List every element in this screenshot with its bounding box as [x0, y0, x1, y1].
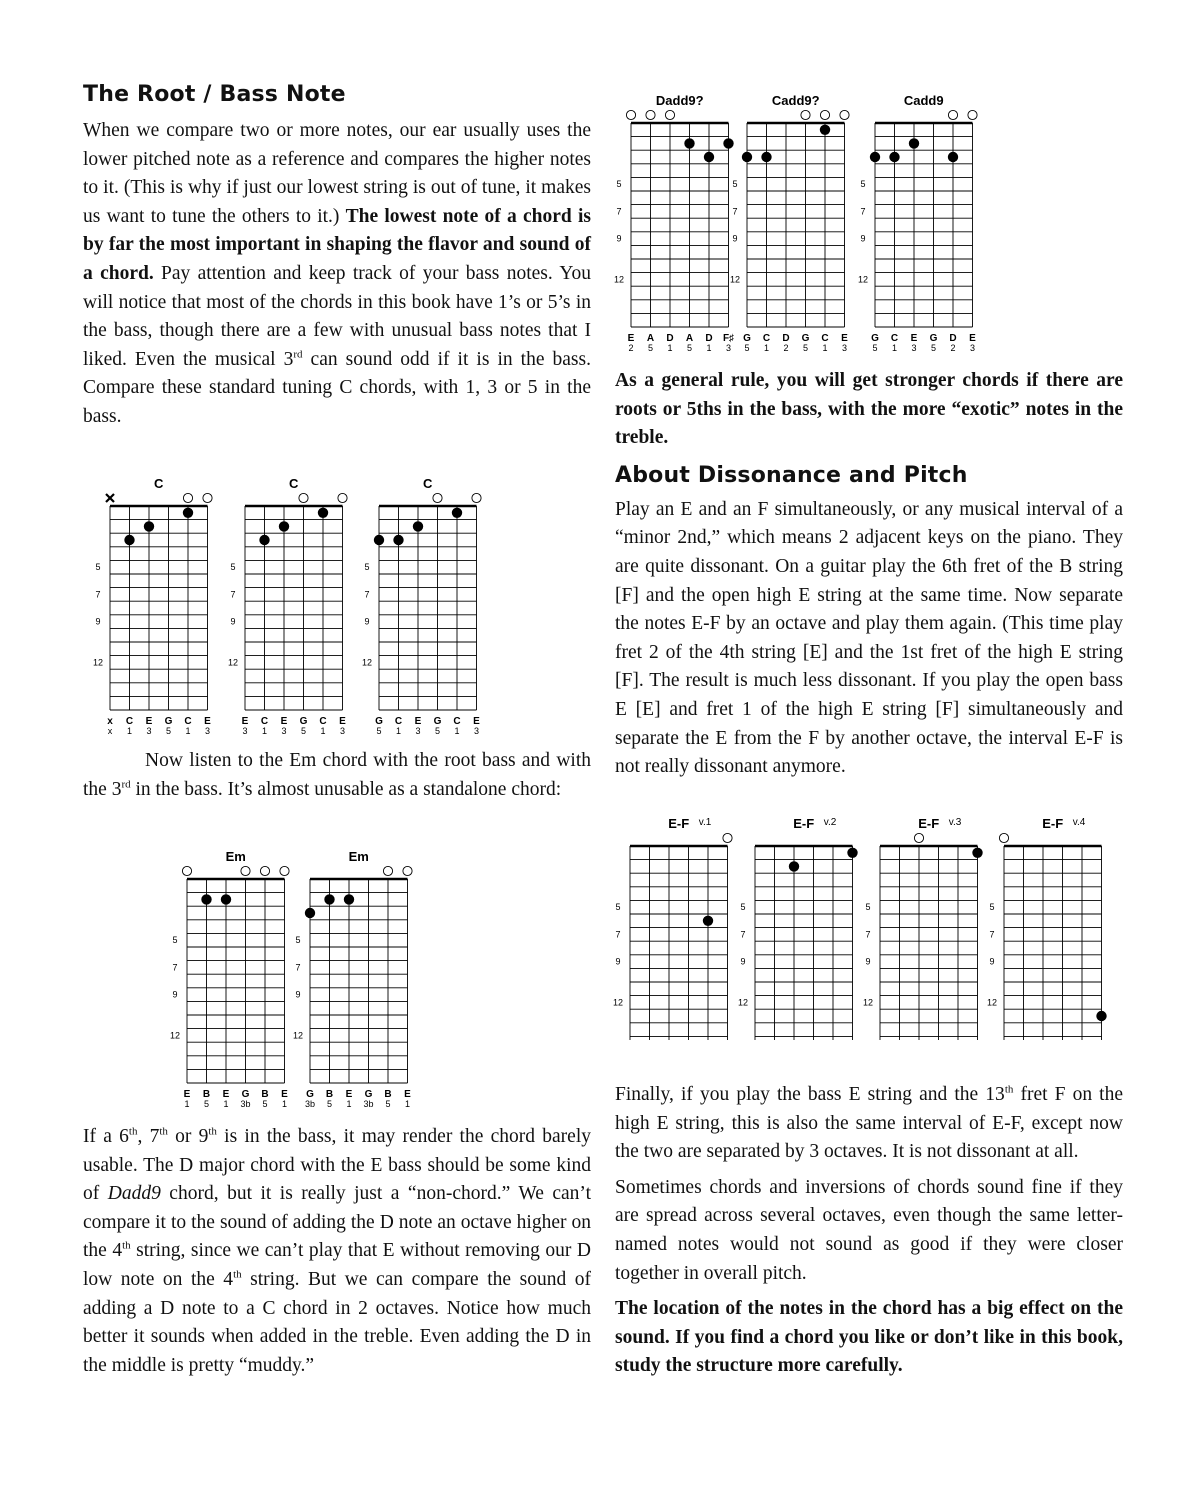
string-note-label: F♯ — [722, 333, 735, 344]
string-interval-label: 3b — [304, 1099, 316, 1108]
heading-dissonance-pitch: About Dissonance and Pitch — [615, 462, 968, 488]
string-note-label: C — [319, 716, 327, 727]
fret-number-label: 5 — [865, 902, 871, 913]
chord-name: Cadd9? — [771, 93, 820, 108]
finger-dot — [1096, 1011, 1106, 1021]
paragraph-em-chord — [83, 747, 591, 804]
fret-number-label: 7 — [860, 206, 866, 217]
string-interval-label: x — [107, 726, 113, 735]
finger-dot — [704, 152, 714, 162]
chord-diagram-c-3 — [359, 470, 499, 735]
string-note-label: G — [241, 1089, 250, 1100]
string-note-label: E — [204, 716, 211, 727]
finger-dot — [305, 908, 315, 918]
chord-diagram-ef-v3 — [860, 810, 1000, 1040]
fret-number-label: 5 — [364, 562, 370, 573]
string-note-label: G — [433, 716, 442, 727]
text-run: fret F on the high E string, this is also the same interval of E-F, except now the two are separated by 3 octaves. It is not dissonant at all. — [615, 1084, 1124, 1163]
fret-number-label: 12 — [361, 657, 373, 668]
fret-number-label: 9 — [740, 956, 746, 967]
fret-number-label: 9 — [364, 616, 370, 627]
text-run: rd — [121, 778, 131, 791]
text-run: can sound odd if it is in the bass. Compare these standard tuning C chords, with 1, 3 or 5 in the bass. — [83, 348, 591, 427]
text-run: th — [233, 1268, 242, 1281]
open-string-marker — [433, 493, 442, 502]
chord-diagram-cadd9-question — [727, 87, 867, 352]
string-interval-label: 5 — [686, 343, 693, 352]
string-interval-label: 1 — [891, 343, 898, 352]
open-string-marker — [820, 110, 829, 119]
open-string-marker — [280, 866, 289, 875]
open-string-marker — [914, 833, 923, 842]
string-note-label: B — [384, 1089, 392, 1100]
string-interval-label: 5 — [744, 343, 750, 352]
finger-dot — [144, 521, 154, 531]
string-interval-label: 5 — [203, 1099, 210, 1108]
finger-dot — [820, 125, 830, 135]
text-run: , 7 — [137, 1126, 160, 1147]
location-notes-bold: The location of the notes in the chord has a big effect on the sound. If you find a chord you like or don’t like in this book, study the structure more carefully. — [615, 1298, 1123, 1377]
fret-number-label: 12 — [862, 997, 874, 1008]
string-interval-label: 1 — [454, 726, 460, 735]
string-note-label: G — [364, 1089, 373, 1100]
string-note-label: G — [164, 716, 173, 727]
string-note-label: C — [890, 333, 899, 344]
string-note-label: C — [762, 333, 771, 344]
chord-variant: v.3 — [948, 817, 962, 828]
fret-number-label: 9 — [732, 233, 738, 244]
chord-name: Em — [348, 849, 369, 864]
finger-dot — [742, 152, 752, 162]
string-note-label: C — [260, 716, 269, 727]
text-run: Dadd9 — [107, 1183, 161, 1205]
string-note-label: C — [125, 716, 134, 727]
string-interval-label: 1 — [706, 343, 712, 352]
string-interval-label: 2 — [950, 343, 956, 352]
string-interval-label: 5 — [326, 1099, 333, 1108]
chord-diagram-ef-v4 — [984, 810, 1124, 1040]
general-rule-text — [615, 367, 1123, 453]
bass-interval-block — [83, 1123, 591, 1380]
open-string-marker — [472, 493, 481, 502]
fret-number-label: 5 — [616, 179, 622, 190]
string-note-label: D — [949, 333, 957, 344]
fret-number-label: 12 — [169, 1030, 181, 1041]
string-note-label: C — [821, 333, 829, 344]
chord-name: C — [289, 476, 299, 491]
text-run: If a 6 — [83, 1126, 129, 1147]
string-note-label: A — [685, 333, 694, 344]
string-interval-label: 3 — [204, 726, 211, 735]
fret-number-label: 7 — [616, 206, 622, 217]
open-string-marker — [383, 866, 392, 875]
fret-number-label: 9 — [865, 956, 871, 967]
string-interval-label: 5 — [300, 726, 307, 735]
right-lower-block — [615, 1081, 1123, 1381]
finger-dot — [684, 138, 694, 148]
fret-number-label: 5 — [989, 902, 995, 913]
general-rule-bold: As a general rule, you will get stronger chords if there are roots or 5ths in the bass, with the more “exotic” notes in the treble. — [615, 370, 1123, 449]
string-note-label: E — [404, 1089, 411, 1100]
string-note-label: E — [339, 716, 346, 727]
chord-diagram-ef-v1 — [610, 810, 750, 1040]
fret-number-label: 9 — [615, 956, 621, 967]
paragraph-sixth-seventh-ninth — [83, 1123, 591, 1380]
string-interval-label: 5 — [802, 343, 809, 352]
finger-dot — [124, 535, 134, 545]
string-note-label: E — [910, 333, 918, 344]
string-note-label: D — [666, 333, 674, 344]
open-string-marker — [241, 866, 250, 875]
finger-dot — [889, 152, 899, 162]
fret-number-label: 12 — [737, 997, 749, 1008]
string-note-label: C — [184, 716, 192, 727]
fret-number-label: 7 — [172, 962, 178, 973]
string-note-label: x — [107, 716, 113, 727]
fret-number-label: 7 — [230, 589, 236, 600]
text-run: th — [208, 1125, 217, 1138]
text-run: Pay attention and keep track of your bass notes. You will notice that most of the chords in this book have 1’s or 5’s in the bass, though there are a few with unusual bass notes that I liked. Even the musical 3 — [83, 262, 592, 370]
fret-number-label: 5 — [172, 935, 178, 946]
string-note-label: E — [414, 716, 422, 727]
chord-name: C — [423, 476, 433, 491]
text-run: Finally, if you play the bass E string and the 13 — [615, 1084, 1005, 1105]
finger-dot — [183, 508, 193, 518]
text-run: string, since we can’t play that E without removing our D low note on the 4 — [83, 1240, 591, 1290]
fret-number-label: 9 — [295, 989, 301, 1000]
string-interval-label: 1 — [667, 343, 673, 352]
string-note-label: B — [325, 1089, 334, 1100]
paragraph-root-bass — [83, 117, 591, 432]
finger-dot — [259, 535, 269, 545]
finger-dot — [221, 894, 231, 904]
fret-number-label: 9 — [95, 616, 101, 627]
string-interval-label: 1 — [346, 1099, 352, 1108]
text-run: The lowest note of a chord is by far the most important in shaping the flavor and sound of a chord. — [83, 205, 591, 284]
finger-dot — [393, 535, 403, 545]
string-interval-label: 5 — [376, 726, 382, 735]
text-run: th — [122, 1239, 131, 1252]
fret-number-label: 5 — [740, 902, 746, 913]
chord-name: E-F — [918, 816, 940, 831]
string-interval-label: 1 — [763, 343, 770, 352]
paragraph-spread-octaves: Sometimes chords and inversions of chords sound fine if they are spread across several octaves, even though the same letter-named notes would not sound as good if they were closer together in overall pitch. — [615, 1176, 1123, 1284]
finger-dot — [318, 508, 328, 518]
chord-variant: v.1 — [698, 817, 712, 828]
string-note-label: E — [627, 333, 635, 344]
string-note-label: B — [202, 1089, 211, 1100]
open-string-marker — [665, 110, 674, 119]
string-interval-label: 3 — [281, 726, 287, 735]
paragraph-location-notes — [615, 1295, 1123, 1381]
finger-dot — [909, 138, 919, 148]
string-interval-label: 5 — [930, 343, 937, 352]
fret-number-label: 7 — [615, 929, 621, 940]
chord-name: C — [154, 476, 164, 491]
string-interval-label: 1 — [184, 1099, 190, 1108]
finger-dot — [413, 521, 423, 531]
string-note-label: G — [801, 333, 810, 344]
fret-number-label: 12 — [729, 274, 741, 285]
chord-diagram-c-1 — [90, 470, 230, 735]
string-interval-label: 2 — [628, 343, 634, 352]
fret-number-label: 5 — [860, 179, 866, 190]
chord-variant: v.4 — [1072, 817, 1086, 828]
fret-number-label: 7 — [295, 962, 301, 973]
text-run: or 9 — [167, 1126, 209, 1147]
finger-dot — [344, 894, 354, 904]
open-string-marker — [183, 493, 192, 502]
chord-diagram-em-2 — [290, 843, 430, 1108]
fret-number-label: 12 — [986, 997, 998, 1008]
text-run: rd — [293, 348, 303, 361]
open-string-marker — [299, 493, 308, 502]
string-interval-label: 2 — [783, 343, 789, 352]
string-note-label: G — [871, 333, 879, 344]
open-string-marker — [260, 866, 269, 875]
open-string-marker — [999, 833, 1008, 842]
text-run: th — [159, 1125, 168, 1138]
finger-dot — [703, 916, 713, 926]
em-paragraph-block — [83, 747, 591, 804]
fret-number-label: 12 — [92, 657, 104, 668]
string-note-label: E — [473, 716, 480, 727]
open-string-marker — [723, 833, 732, 842]
fret-number-label: 9 — [172, 989, 178, 1000]
open-string-marker — [338, 493, 347, 502]
string-note-label: E — [222, 1089, 230, 1100]
text-run: in the bass. It’s almost unusable as a standalone chord: — [130, 778, 562, 800]
string-interval-label: 1 — [404, 1099, 411, 1108]
chord-diagram-ef-v2 — [735, 810, 875, 1040]
string-interval-label: 1 — [223, 1099, 229, 1108]
text-run: Now listen to the Em chord with the root bass and with the 3 — [83, 750, 591, 800]
string-note-label: G — [375, 716, 383, 727]
string-interval-label: 5 — [385, 1099, 391, 1108]
finger-dot — [870, 152, 880, 162]
chord-variant: v.2 — [823, 817, 837, 828]
string-interval-label: 1 — [822, 343, 828, 352]
open-string-marker — [646, 110, 655, 119]
finger-dot — [452, 508, 462, 518]
text-run: chord, but it is really just a “non-chord.” We can’t compare it to the sound of adding the D note an octave higher on the 4 — [83, 1183, 591, 1262]
text-run: th — [128, 1125, 138, 1138]
string-note-label: G — [306, 1089, 314, 1100]
string-note-label: C — [394, 716, 403, 727]
text-run: When we compare two or more notes, our ear usually uses the lower pitched note as a reference and compares the higher notes to it. (This is why if just our lowest string is out of tune, it makes us want to tune the others to it.) — [83, 120, 591, 227]
fret-number-label: 9 — [860, 233, 866, 244]
string-note-label: D — [782, 333, 790, 344]
fret-number-label: 7 — [95, 589, 101, 600]
string-note-label: E — [969, 333, 976, 344]
string-interval-label: 3 — [841, 343, 848, 352]
string-interval-label: 5 — [872, 343, 878, 352]
string-note-label: G — [743, 333, 751, 344]
chord-name: Cadd9 — [903, 93, 944, 108]
muted-string-marker — [106, 494, 114, 502]
fret-number-label: 9 — [230, 616, 236, 627]
right-upper-block — [615, 367, 1123, 782]
string-interval-label: 3 — [242, 726, 248, 735]
fret-number-label: 12 — [612, 997, 624, 1008]
string-note-label: E — [280, 716, 288, 727]
fret-number-label: 5 — [95, 562, 101, 573]
finger-dot — [847, 848, 857, 858]
string-interval-label: 1 — [320, 726, 326, 735]
string-interval-label: 1 — [261, 726, 268, 735]
fret-number-label: 12 — [857, 274, 869, 285]
fret-number-label: 12 — [227, 657, 239, 668]
string-note-label: E — [281, 1089, 288, 1100]
open-string-marker — [840, 110, 849, 119]
text-run: string. But we can compare the sound of adding a D note to a C chord in 2 octaves. Notice how much better it sounds when added in the treble. Even adding the D in the middle is pretty “muddy.” — [83, 1268, 591, 1376]
fret-number-label: 5 — [230, 562, 236, 573]
string-interval-label: 3b — [240, 1099, 251, 1108]
heading-root-bass-note: The Root / Bass Note — [83, 82, 346, 107]
string-interval-label: 5 — [262, 1099, 268, 1108]
chord-name: E-F — [668, 816, 690, 831]
string-interval-label: 1 — [281, 1099, 288, 1108]
string-note-label: E — [345, 1089, 353, 1100]
paragraph-three-octaves — [615, 1081, 1123, 1167]
chord-diagram-em-1 — [167, 843, 307, 1108]
open-string-marker — [968, 110, 977, 119]
paragraph-dissonance: Play an E and an F simultaneously, or any musical interval of a “minor 2nd,” which means 2 adjacent keys on the piano. They are quite dissonant. On a guitar play the 6th fret of the B string [F] and the open high E string at the same time. Now separate the notes E-F by an octave and play them again. (This time play fret 2 of the 4th string [E] and the 1st fret of the high E string [F]. The result is much less dissonant. If you play the open bass E [E] and fret 1 of the high E string [F] simultaneously and separate the E from the F by another octave, the interval E-F is not really dissonant anymore. — [615, 498, 1123, 778]
fret-number-label: 5 — [732, 179, 738, 190]
finger-dot — [972, 848, 982, 858]
string-note-label: E — [183, 1089, 191, 1100]
chord-name: E-F — [1042, 816, 1064, 831]
chord-name: Em — [225, 849, 246, 864]
string-note-label: D — [705, 333, 713, 344]
left-column — [83, 82, 591, 432]
fret-number-label: 7 — [989, 929, 995, 940]
finger-dot — [201, 894, 211, 904]
open-string-marker — [626, 110, 635, 119]
string-interval-label: 3 — [725, 343, 732, 352]
fret-number-label: 12 — [292, 1030, 304, 1041]
string-note-label: C — [453, 716, 461, 727]
open-string-marker — [801, 110, 810, 119]
chord-name: Dadd9? — [655, 93, 704, 108]
text-run: th — [1004, 1083, 1014, 1096]
fret-number-label: 5 — [295, 935, 301, 946]
finger-dot — [789, 861, 799, 871]
string-interval-label: 3b — [363, 1099, 374, 1108]
string-interval-label: 1 — [185, 726, 191, 735]
string-interval-label: 3 — [415, 726, 421, 735]
string-interval-label: 1 — [126, 726, 133, 735]
text-run: is in the bass, it may render the chord barely usable. The D major chord with the E bass should be some kind of — [83, 1126, 591, 1205]
fret-number-label: 7 — [732, 206, 738, 217]
string-note-label: E — [241, 716, 249, 727]
string-note-label: A — [646, 333, 655, 344]
fret-number-label: 9 — [989, 956, 995, 967]
string-interval-label: 5 — [434, 726, 441, 735]
fret-number-label: 7 — [740, 929, 746, 940]
fret-number-label: 5 — [615, 902, 621, 913]
string-interval-label: 5 — [647, 343, 654, 352]
open-string-marker — [403, 866, 412, 875]
string-note-label: G — [299, 716, 308, 727]
fret-number-label: 7 — [865, 929, 871, 940]
chord-diagram-cadd9 — [855, 87, 995, 352]
finger-dot — [324, 894, 334, 904]
open-string-marker — [203, 493, 212, 502]
string-note-label: B — [261, 1089, 269, 1100]
string-interval-label: 3 — [911, 343, 917, 352]
string-note-label: E — [841, 333, 848, 344]
fret-number-label: 12 — [613, 274, 625, 285]
string-interval-label: 3 — [969, 343, 976, 352]
string-interval-label: 3 — [473, 726, 480, 735]
fret-number-label: 9 — [616, 233, 622, 244]
string-note-label: G — [929, 333, 938, 344]
string-interval-label: 3 — [146, 726, 152, 735]
finger-dot — [279, 521, 289, 531]
finger-dot — [374, 535, 384, 545]
string-interval-label: 1 — [395, 726, 402, 735]
open-string-marker — [182, 866, 191, 875]
chord-name: E-F — [793, 816, 815, 831]
finger-dot — [761, 152, 771, 162]
open-string-marker — [948, 110, 957, 119]
string-interval-label: 5 — [165, 726, 172, 735]
string-note-label: E — [145, 716, 153, 727]
finger-dot — [948, 152, 958, 162]
chord-diagram-c-2 — [225, 470, 365, 735]
fret-number-label: 7 — [364, 589, 370, 600]
string-interval-label: 3 — [339, 726, 346, 735]
